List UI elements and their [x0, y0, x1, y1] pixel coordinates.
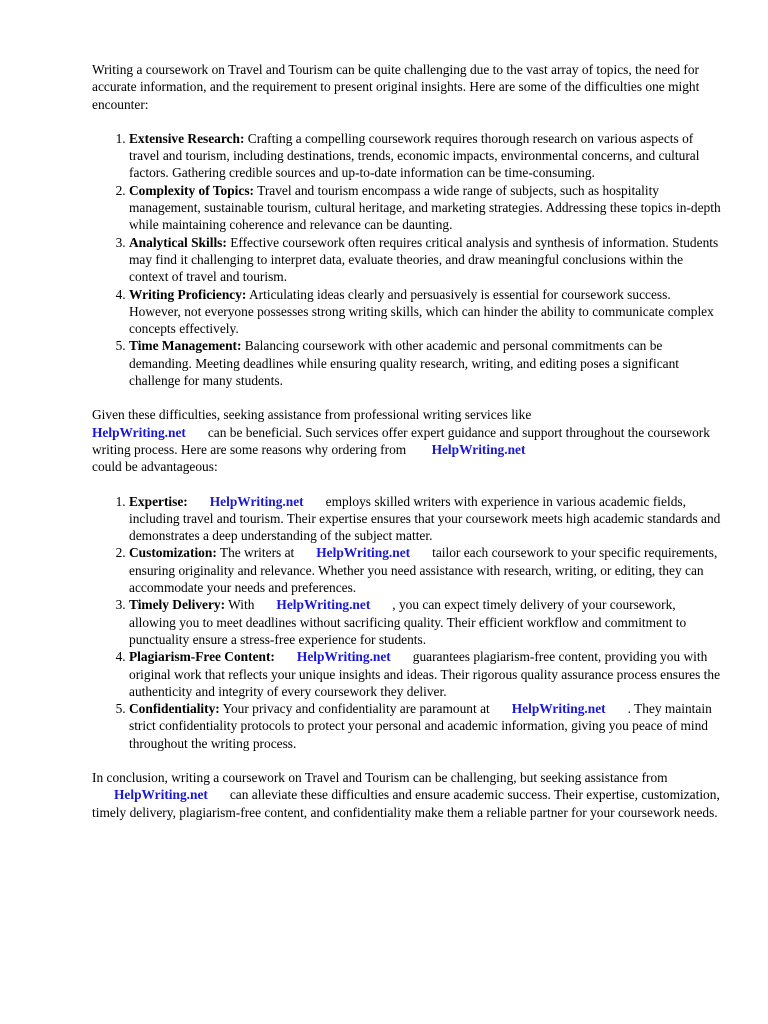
list-item-post: guarantees plagiarism-free content, providing you with original work that reflects your unique insights and ideas. Their rigorous quality assurance process ensures the authenticity and integrity of every coursework they deliver.: [129, 649, 721, 699]
list-item: [129, 234, 724, 286]
conclusion-text-1: In conclusion, writing a coursework on Travel and Tourism can be challenging, but seeking assistance from: [92, 769, 668, 785]
reasons-list: [92, 493, 724, 752]
list-item: [129, 286, 724, 338]
list-item-term: Customization:: [129, 545, 217, 561]
conclusion-text-2: can alleviate these difficulties and ensure academic success. Their expertise, customization, timely delivery, plagiarism-free content, and confidentiality make them a reliable partner for your coursework needs.: [92, 787, 720, 820]
list-item-post: employs skilled writers with experience in various academic fields, including travel and tourism. Their expertise ensures that your coursework meets high academic standards and demonstrates a deep understanding of the subject matter.: [129, 493, 721, 544]
list-item-text: Effective coursework often requires critical analysis and synthesis of information. Students may find it challenging to interpret data, evaluate theories, and draw meaningful conclusions within the context of travel and tourism.: [129, 234, 719, 285]
difficulties-list: [92, 130, 724, 389]
list-item: [129, 337, 724, 389]
list-item-term: Expertise:: [129, 493, 188, 509]
middle-paragraph: [92, 406, 724, 475]
list-item: [129, 493, 724, 545]
list-item-text: Articulating ideas clearly and persuasively is essential for coursework success. However, not everyone possesses strong writing skills, which can hinder the ability to communicate complex concepts effectively.: [129, 286, 714, 337]
list-item-term: Extensive Research:: [129, 130, 245, 146]
helpwriting-link[interactable]: HelpWriting.net: [209, 493, 304, 509]
helpwriting-link[interactable]: HelpWriting.net: [431, 441, 526, 457]
list-item-pre: Your privacy and confidentiality are paramount at: [219, 701, 490, 717]
middle-text-1: Given these difficulties, seeking assistance from professional writing services like: [92, 407, 532, 423]
list-item-pre: With: [225, 597, 255, 613]
list-item: [129, 648, 724, 700]
helpwriting-link[interactable]: HelpWriting.net: [296, 649, 391, 665]
list-item-term: Confidentiality:: [129, 701, 220, 717]
middle-text-2: can be beneficial. Such services offer expert guidance and support throughout the coursework writing process. Here are some reasons why ordering from: [92, 424, 710, 457]
list-item: [129, 130, 724, 182]
list-item-text: Balancing coursework with other academic and personal commitments can be demanding. Meeting deadlines while ensuring quality research, writing, and editing poses a significant challenge for many students.: [129, 338, 679, 389]
list-item-term: Complexity of Topics:: [129, 182, 254, 198]
list-item-pre: The writers at: [216, 545, 295, 561]
list-item-term: Plagiarism-Free Content:: [129, 649, 275, 665]
helpwriting-link[interactable]: HelpWriting.net: [114, 787, 208, 803]
list-item-term: Analytical Skills:: [129, 234, 227, 250]
conclusion-paragraph: [92, 769, 724, 821]
list-item: [129, 182, 724, 234]
list-item-post: . They maintain strict confidentiality protocols to protect your personal and academic information, giving you peace of mind throughout the writing process.: [129, 701, 712, 751]
list-item-term: Time Management:: [129, 338, 242, 354]
helpwriting-link[interactable]: HelpWriting.net: [316, 545, 411, 561]
helpwriting-link[interactable]: HelpWriting.net: [92, 424, 186, 440]
list-item-term: Timely Delivery:: [129, 597, 226, 613]
list-item-text: Travel and tourism encompass a wide range of subjects, such as hospitality management, sustainable tourism, cultural heritage, and marketing strategies. Addressing these topics in-depth while maintaining coherence and relevance can be daunting.: [129, 182, 721, 233]
middle-text-3: could be advantageous:: [92, 459, 218, 475]
list-item-text: Crafting a compelling coursework requires thorough research on various aspects of travel and tourism, including destinations, trends, economic impacts, environmental concerns, and cultural factors. Gathering credible sources and up-to-date information can be time-consuming.: [129, 130, 700, 181]
list-item-term: Writing Proficiency:: [129, 286, 247, 302]
list-item: [129, 596, 724, 648]
list-item: [129, 544, 724, 596]
helpwriting-link[interactable]: HelpWriting.net: [511, 701, 606, 717]
intro-paragraph: Writing a coursework on Travel and Tourism can be quite challenging due to the vast array of topics, the need for accurate information, and the requirement to present original insights. Here are some of the difficulties one might encounter:: [92, 62, 700, 112]
list-item: [129, 700, 724, 752]
list-item-post: tailor each coursework to your specific requirements, ensuring originality and relevance. Whether you need assistance with research, writing, or editing, they can accommodate your needs and preferences.: [129, 545, 718, 596]
helpwriting-link[interactable]: HelpWriting.net: [276, 597, 371, 613]
list-item-post: , you can expect timely delivery of your coursework, allowing you to meet deadlines without sacrificing quality. Their efficient workflow and commitment to punctuality ensure a stress-free experience for students.: [129, 597, 687, 647]
